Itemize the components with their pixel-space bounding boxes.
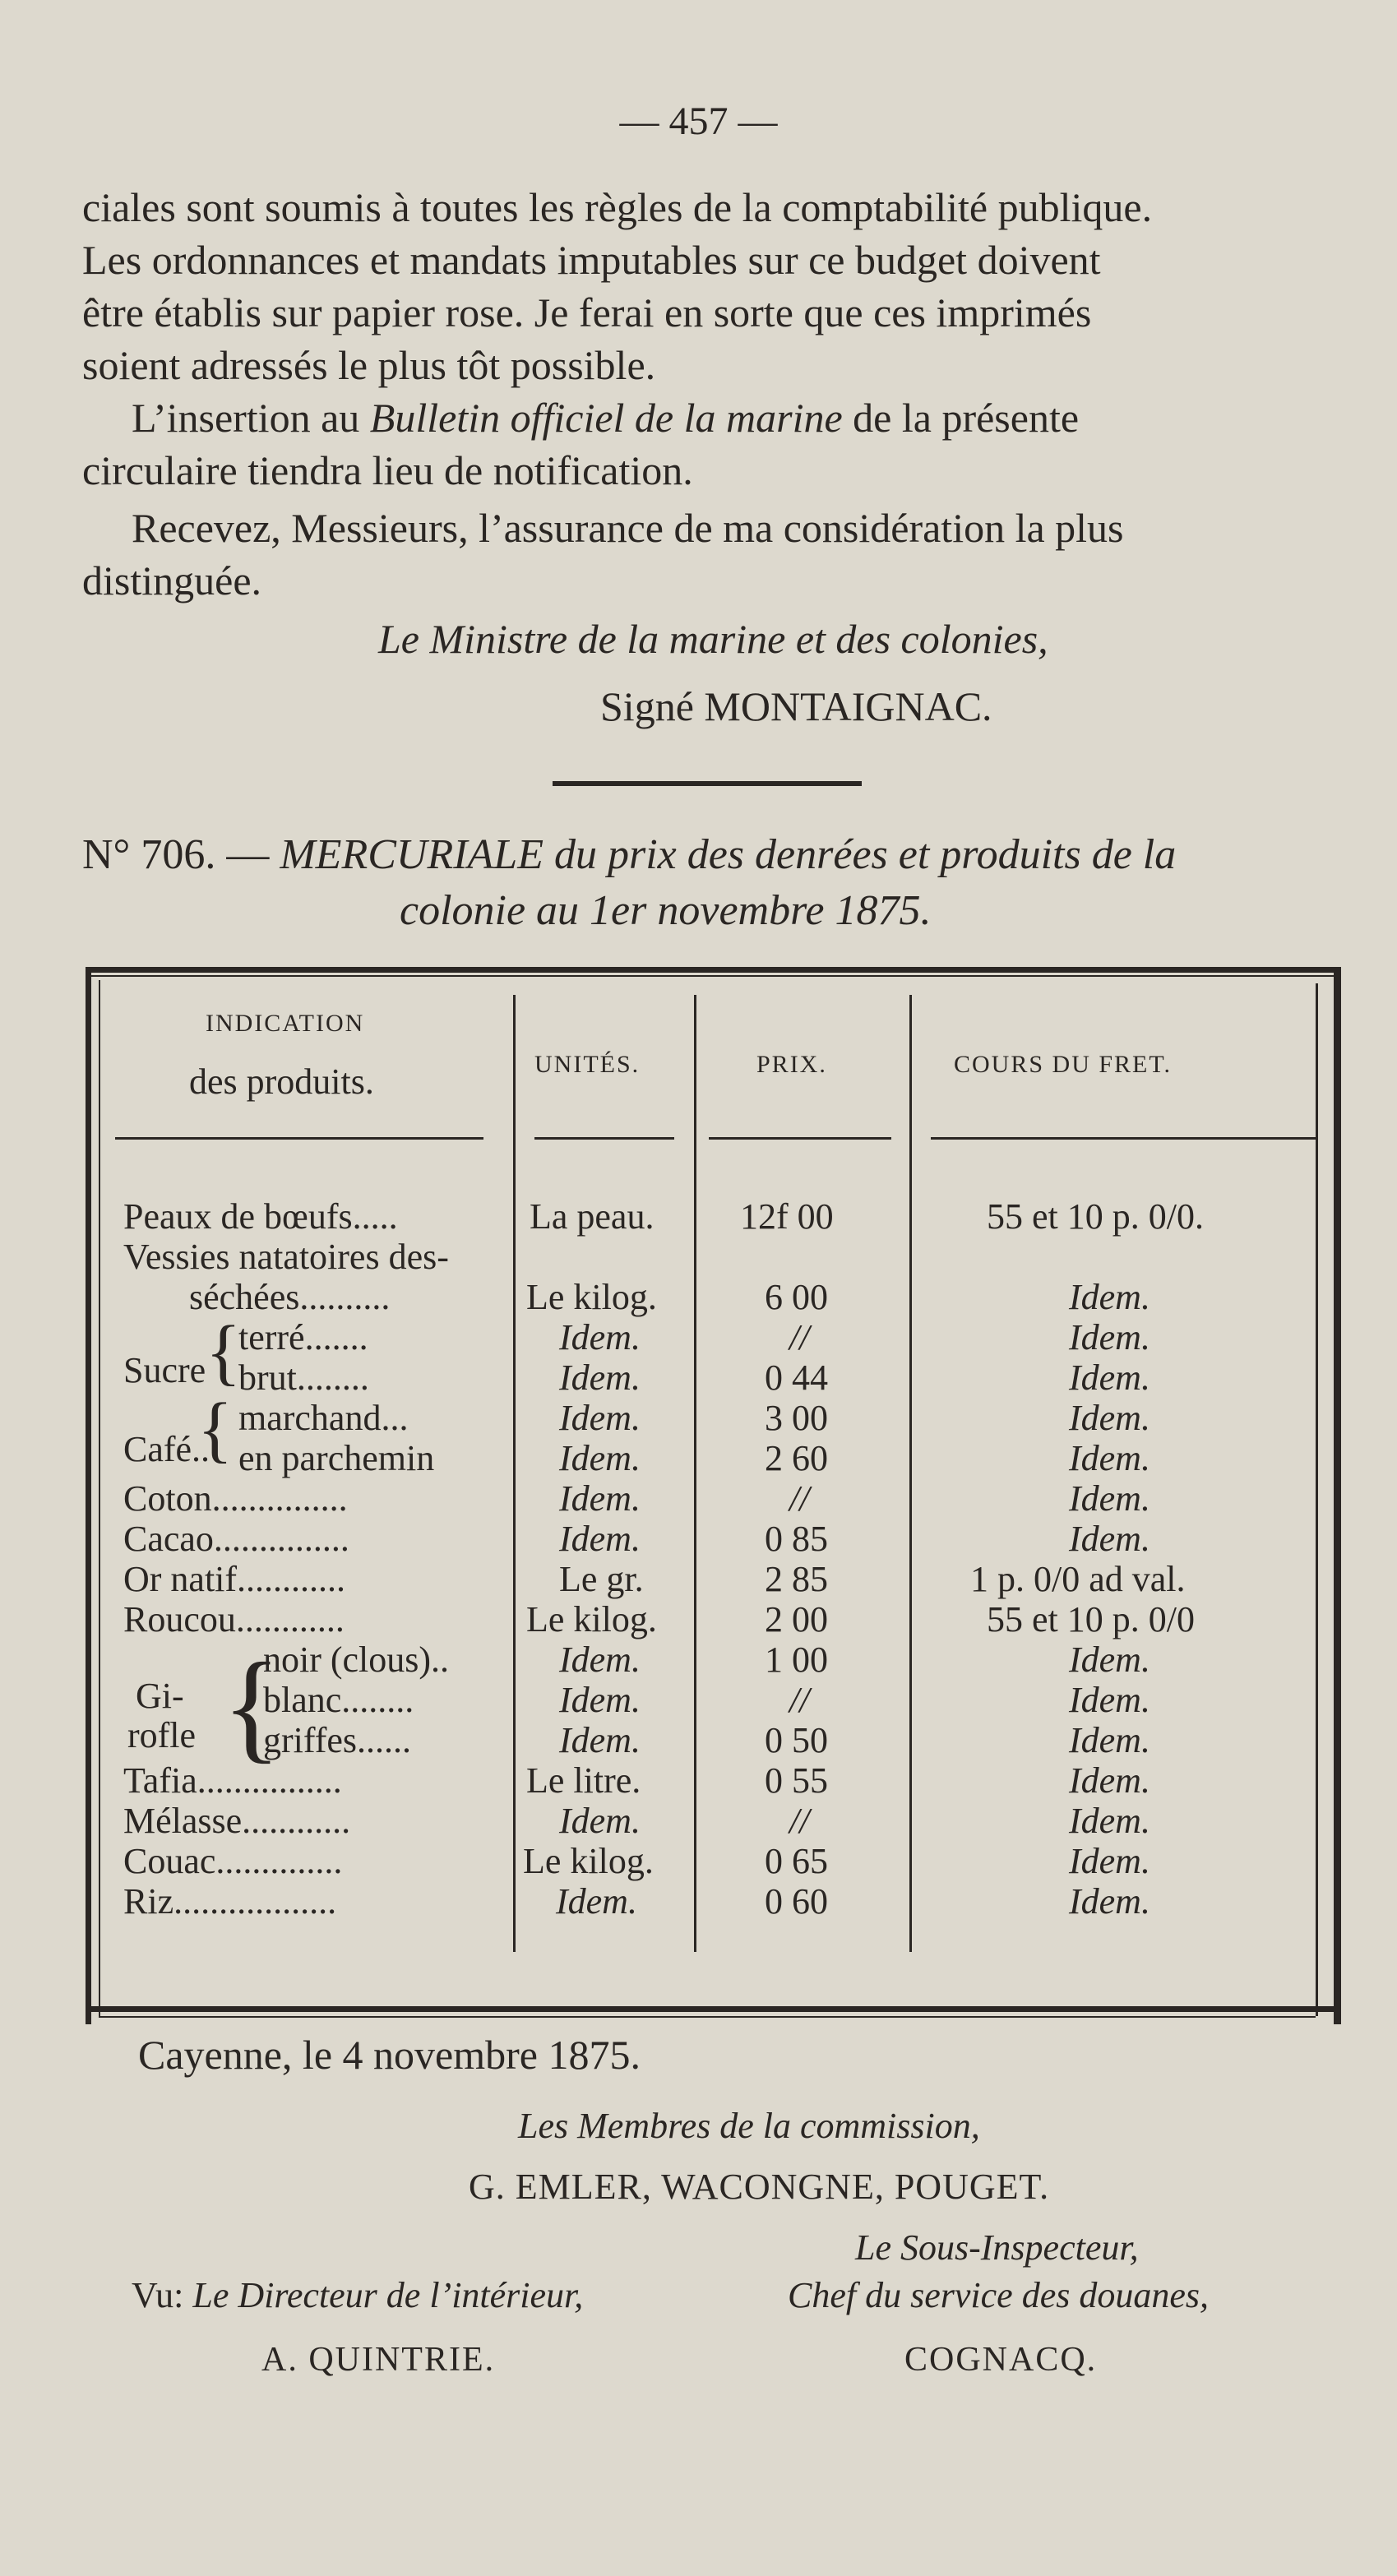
quintrie-signature: A. QUINTRIE. [261, 2341, 496, 2379]
header-unites: UNITÉS. [534, 1051, 641, 1078]
price-cell: 0 50 [765, 1720, 828, 1760]
chef-title: Chef du service des douanes, [788, 2275, 1209, 2315]
minister-signature: Signé MONTAIGNAC. [600, 683, 992, 729]
group-label-cafe: Café.. [123, 1429, 210, 1469]
unit-cell: Le gr. [559, 1559, 644, 1599]
heading-title: MERCURIALE du prix des denrées et produits de la [280, 831, 1177, 878]
fret-cell: Idem. [1069, 1317, 1150, 1357]
page-number: — 457 — [619, 99, 778, 143]
unit-cell: Idem. [559, 1801, 641, 1841]
product-cell: Vessies natatoires des- [123, 1237, 449, 1277]
brace: { [206, 1311, 242, 1393]
price-cell: 0 44 [765, 1357, 828, 1398]
product-cell: Mélasse............ [123, 1801, 351, 1841]
commission-members: G. EMLER, WACONGNE, POUGET. [469, 2167, 1050, 2207]
unit-cell: Le kilog. [523, 1841, 654, 1881]
unit-cell: Le litre. [526, 1760, 641, 1801]
insertion-text: L’insertion au [132, 395, 360, 441]
cognacq-signature: COGNACQ. [904, 2341, 1098, 2379]
header-indication: INDICATION [206, 1010, 365, 1037]
directeur-title: Le Directeur de l’intérieur, [192, 2275, 584, 2315]
unit-cell: Idem. [559, 1519, 641, 1559]
product-cell: séchées.......... [189, 1277, 391, 1317]
unit-cell: La peau. [530, 1196, 655, 1237]
product-cell: marchand... [238, 1398, 409, 1438]
product-cell: brut........ [238, 1357, 369, 1398]
header-produits: des produits. [189, 1061, 374, 1102]
fret-cell: Idem. [1069, 1357, 1150, 1398]
fret-cell: Idem. [1069, 1478, 1150, 1519]
header-prix: PRIX. [756, 1051, 827, 1078]
commission-title: Les Membres de la commission, [518, 2106, 980, 2146]
sous-inspecteur-title: Le Sous-Inspecteur, [855, 2227, 1139, 2268]
separator-rule [553, 781, 862, 786]
price-cell: 0 60 [765, 1881, 828, 1922]
fret-cell: Idem. [1069, 1680, 1150, 1720]
fret-cell: 55 et 10 p. 0/0. [987, 1196, 1204, 1237]
unit-cell: Idem. [556, 1881, 637, 1922]
paragraph-line: ciales sont soumis à toutes les règles de la comptabilité publique. [82, 184, 1153, 230]
paragraph-line: Recevez, Messieurs, l’assurance de ma considération la plus [132, 505, 1124, 551]
brace: { [222, 1638, 281, 1774]
product-cell: Couac.............. [123, 1841, 343, 1881]
minister-title: Le Ministre de la marine et des colonies, [378, 616, 1048, 662]
fret-cell: Idem. [1069, 1438, 1150, 1478]
paragraph-line [132, 393, 1332, 442]
unit-cell: Le kilog. [526, 1599, 657, 1639]
place-date: Cayenne, le 4 novembre 1875. [138, 2032, 641, 2078]
unit-cell: Idem. [559, 1357, 641, 1398]
fret-cell: Idem. [1069, 1720, 1150, 1760]
product-cell: Roucou............ [123, 1599, 345, 1639]
unit-cell: Idem. [559, 1478, 641, 1519]
paragraph-line: soient adressés le plus tôt possible. [82, 342, 656, 388]
unit-cell: Idem. [559, 1398, 641, 1438]
paragraph-line: distinguée. [82, 557, 262, 604]
price-cell: 2 00 [765, 1599, 828, 1639]
price-cell: // [789, 1680, 810, 1720]
price-cell: 6 00 [765, 1277, 828, 1317]
fret-cell: Idem. [1069, 1801, 1150, 1841]
product-cell: Or natif............ [123, 1559, 346, 1599]
group-label-sucre: Sucre [123, 1350, 206, 1390]
fret-cell: Idem. [1069, 1639, 1150, 1680]
product-cell: blanc........ [263, 1680, 414, 1720]
unit-cell: Idem. [559, 1438, 641, 1478]
product-cell: Peaux de bœufs..... [123, 1196, 398, 1237]
price-cell: // [789, 1801, 810, 1841]
fret-cell: Idem. [1069, 1760, 1150, 1801]
product-cell: Coton............... [123, 1478, 348, 1519]
product-cell: terré....... [238, 1317, 368, 1357]
heading-number: N° 706. — [82, 831, 270, 878]
product-cell: Riz.................. [123, 1881, 337, 1922]
product-cell: griffes...... [263, 1720, 412, 1760]
paragraph-line: circulaire tiendra lieu de notification. [82, 447, 693, 493]
price-cell: // [789, 1317, 810, 1357]
product-cell: Cacao............... [123, 1519, 349, 1559]
price-cell: 1 00 [765, 1639, 828, 1680]
price-cell: 0 55 [765, 1760, 828, 1801]
fret-cell: Idem. [1069, 1277, 1150, 1317]
price-cell: 2 60 [765, 1438, 828, 1478]
unit-cell: Le kilog. [526, 1277, 657, 1317]
vu-line [132, 2274, 583, 2316]
fret-cell: Idem. [1069, 1841, 1150, 1881]
heading-line-1 [82, 830, 1176, 879]
heading-line-2: colonie au 1er novembre 1875. [400, 887, 932, 934]
fret-cell: Idem. [1069, 1519, 1150, 1559]
price-cell: // [789, 1478, 810, 1519]
price-cell: 0 85 [765, 1519, 828, 1559]
product-cell: noir (clous).. [263, 1639, 450, 1680]
unit-cell: Idem. [559, 1639, 641, 1680]
price-cell: 0 65 [765, 1841, 828, 1881]
brace: { [197, 1389, 234, 1470]
vu-label: Vu: [132, 2275, 184, 2315]
price-cell: 3 00 [765, 1398, 828, 1438]
product-cell: Tafia................ [123, 1760, 342, 1801]
group-label-girofle: Gi- [136, 1676, 184, 1716]
fret-cell: Idem. [1069, 1398, 1150, 1438]
product-cell: en parchemin [238, 1438, 435, 1478]
bulletin-title: Bulletin officiel de la marine [369, 395, 843, 441]
fret-cell: 55 et 10 p. 0/0 [987, 1599, 1195, 1639]
unit-cell: Idem. [559, 1317, 641, 1357]
price-cell: 12f 00 [740, 1196, 834, 1237]
paragraph-line: être établis sur papier rose. Je ferai en sorte que ces imprimés [82, 289, 1092, 335]
paragraph-line: Les ordonnances et mandats imputables sur ce budget doivent [82, 237, 1101, 283]
fret-cell: 1 p. 0/0 ad val. [970, 1559, 1186, 1599]
unit-cell: Idem. [559, 1720, 641, 1760]
price-cell: 2 85 [765, 1559, 828, 1599]
group-label-girofle: rofle [127, 1715, 197, 1755]
unit-cell: Idem. [559, 1680, 641, 1720]
header-fret: COURS DU FRET. [954, 1051, 1172, 1078]
fret-cell: Idem. [1069, 1881, 1150, 1922]
presente-text: de la présente [853, 395, 1080, 441]
